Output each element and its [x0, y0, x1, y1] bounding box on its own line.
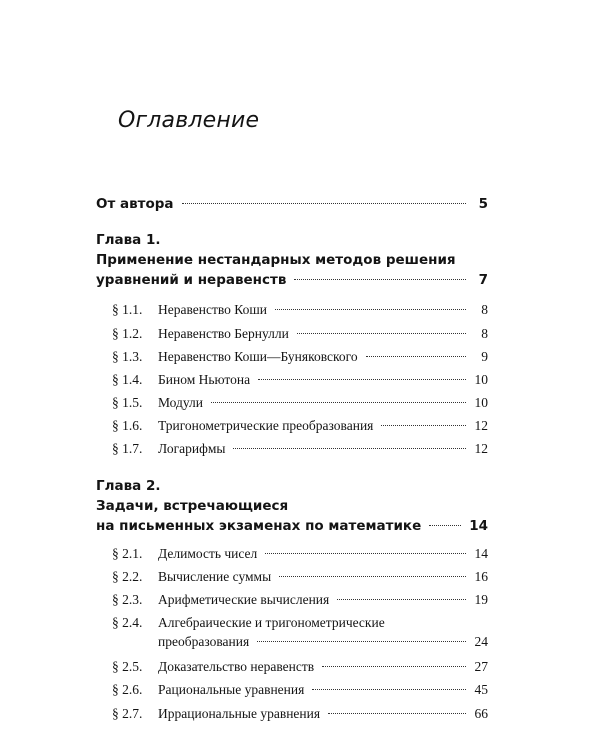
chapter-title: Применение нестандарных методов решения: [96, 252, 456, 268]
chapter-1-title-line1: [96, 252, 488, 274]
section-page: 12: [474, 441, 488, 456]
leader-dots: [233, 448, 466, 449]
section-page: 16: [474, 569, 488, 584]
entry-title: От автора: [96, 196, 174, 212]
chapter-label: Глава 1.: [96, 232, 161, 248]
toc-entry-section-2-2[interactable]: [112, 569, 488, 591]
leader-dots: [258, 379, 466, 380]
section-number: § 2.3.: [112, 592, 143, 607]
section-title: Рациональные уравнения: [158, 682, 305, 697]
toc-entry-section-1-2[interactable]: [112, 326, 488, 348]
section-title: Иррациональные уравнения: [158, 706, 321, 721]
section-number: § 2.7.: [112, 706, 143, 721]
leader-dots: [381, 425, 466, 426]
leader-dots: [275, 309, 466, 310]
chapter-title: на письменных экзаменах по математике: [96, 518, 422, 534]
section-title: Доказательство неравенств: [158, 659, 315, 674]
section-page: 8: [481, 302, 488, 317]
toc-entry-chapter-1[interactable]: [96, 272, 488, 294]
chapter-1-label: [96, 232, 488, 254]
section-title: Неравенство Коши—Буняковского: [158, 349, 358, 364]
toc-heading: Оглавление: [118, 108, 260, 133]
section-number: § 2.2.: [112, 569, 143, 584]
toc-entry-section-2-3[interactable]: [112, 592, 488, 614]
toc-entry-section-1-7[interactable]: [112, 441, 488, 463]
section-number: § 1.4.: [112, 372, 143, 387]
chapter-title: уравнений и неравенств: [96, 272, 287, 288]
section-number: § 2.6.: [112, 682, 143, 697]
section-title: Неравенство Коши: [158, 302, 267, 317]
section-number: § 1.1.: [112, 302, 143, 317]
toc-entry-section-2-5[interactable]: [112, 659, 488, 681]
entry-page: 7: [478, 272, 488, 288]
toc-entry-section-1-4[interactable]: [112, 372, 488, 394]
section-page: 45: [474, 682, 488, 697]
leader-dots: [366, 356, 466, 357]
section-title: Тригонометрические преобразования: [158, 418, 374, 433]
toc-entry-section-2-1[interactable]: [112, 546, 488, 568]
leader-dots: [294, 279, 466, 280]
section-page: 9: [481, 349, 488, 364]
section-number: § 1.7.: [112, 441, 143, 456]
section-title: Вычисление суммы: [158, 569, 272, 584]
chapter-2-title-line1: [96, 498, 488, 520]
toc-entry-section-1-5[interactable]: [112, 395, 488, 417]
section-page: 10: [474, 372, 488, 387]
section-number: § 1.3.: [112, 349, 143, 364]
section-page: 10: [474, 395, 488, 410]
entry-page: 14: [469, 518, 488, 534]
toc-entry-section-1-6[interactable]: [112, 418, 488, 440]
toc-entry-section-1-1[interactable]: [112, 302, 488, 324]
chapter-title: Задачи, встречающиеся: [96, 498, 289, 514]
leader-dots: [257, 641, 466, 642]
section-title: Модули: [158, 395, 204, 410]
leader-dots: [322, 666, 466, 667]
section-number: § 1.5.: [112, 395, 143, 410]
section-page: 27: [474, 659, 488, 674]
leader-dots: [328, 713, 466, 714]
section-page: 8: [481, 326, 488, 341]
toc-entry-section-1-3[interactable]: [112, 349, 488, 371]
section-title: Арифметические вычисления: [158, 592, 330, 607]
leader-dots: [279, 576, 466, 577]
section-number: § 1.6.: [112, 418, 143, 433]
toc-entry-section-2-4-line2[interactable]: [112, 634, 488, 656]
section-title-continuation: преобразования: [158, 634, 250, 649]
toc-entry-chapter-2[interactable]: [96, 518, 488, 540]
leader-dots: [429, 525, 461, 526]
section-page: 14: [474, 546, 488, 561]
toc-entry-section-2-7[interactable]: [112, 706, 488, 728]
section-title: Логарифмы: [158, 441, 226, 456]
section-page: 12: [474, 418, 488, 433]
leader-dots: [265, 553, 466, 554]
section-title: Алгебраические и тригонометрические: [158, 615, 385, 630]
leader-dots: [211, 402, 466, 403]
chapter-label: Глава 2.: [96, 478, 161, 494]
section-page: 24: [474, 634, 488, 649]
leader-dots: [312, 689, 466, 690]
leader-dots: [337, 599, 466, 600]
section-title: Неравенство Бернулли: [158, 326, 289, 341]
section-number: § 2.4.: [112, 615, 143, 630]
section-number: § 1.2.: [112, 326, 143, 341]
section-page: 66: [474, 706, 488, 721]
entry-page: 5: [478, 196, 488, 212]
section-title: Делимость чисел: [158, 546, 258, 561]
section-number: § 2.1.: [112, 546, 143, 561]
toc-entry-section-2-6[interactable]: [112, 682, 488, 704]
section-page: 19: [474, 592, 488, 607]
toc-entry-preface[interactable]: [96, 196, 488, 218]
leader-dots: [182, 203, 466, 204]
section-title: Бином Ньютона: [158, 372, 251, 387]
chapter-2-label: [96, 478, 488, 500]
leader-dots: [297, 333, 466, 334]
section-number: § 2.5.: [112, 659, 143, 674]
